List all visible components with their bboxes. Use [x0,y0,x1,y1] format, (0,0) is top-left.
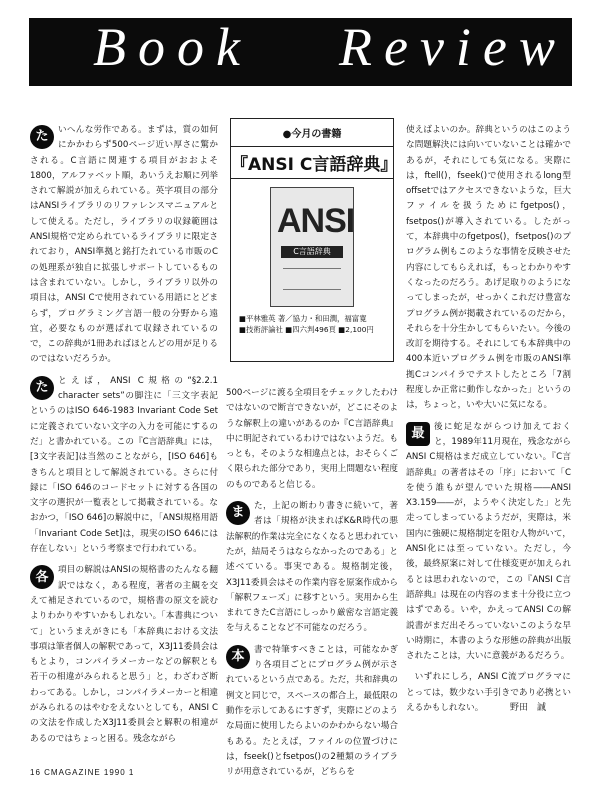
book-info-box [230,118,398,362]
column-2 [226,386,398,780]
paragraph: た いへんな労作である。まずは，質の如何にかかわらず500ページ近い厚さに驚かされる。C言語に関連する項目がおおよそ1800，アルファベット順，あいうえお順に列挙されて解説が加えられている。英字項目の部分はANSIライブラリのリファレンスマニュアルとして使える。ただし，ライブラリの収録範囲はANSI規格で定められているライブラリに限定されており，ANSI準拠と銘打たれている市販のCの処理系が独自に拡張しサポートしているものは含まれていない。しかし，ライブラリ以外の項目は，ANSI Cで使用されている用語にとどまらず，プログラミング言語一般の分野から遠宜，必要なものが選ばれて収録されているので，この辞典が1冊あればほとんどの用が足りるのではないだろうか。 [30,125,218,365]
column-3 [406,123,571,716]
column-1 [30,123,218,747]
paragraph: 使えばよいのか。辞典というのはこのような問題解決には向いていないことは確かであるが，それにしても気になる。実際には，ftell()，fseek()で使用されるlong型offsetではアクセスできないような，巨大ファイルを扱うためにfgetpos()，fsetpos()が導入されている。したがって，本辞典中のfgetpos()，fsetpos()のプログラム例もこのような事情を反映させた内容にしてもらえれば，もっとわかりやすくなったのだろう。あげ足取りのようになってしまったが，せっかくこれだけ豊富なプログラム例が掲載されているのだから，それらを十分生かしてもらいたい。今後の改訂を期待する。それにしても本辞典中の400本近いプログラム例を市販のANSI準拠Cコンパイラでテストしたところ「7割程度しか正常に動作しなかった」というのは，ちょっと，いや大いに気になる。 [406,125,571,411]
cover-ansi-text: ANSI [277,202,355,240]
book-cover-image [270,187,354,307]
drop-cap: 本 [226,645,250,669]
page-footer: 16 CMAGAZINE 1990 1 [30,768,135,777]
book-title: 『ANSI C言語辞典』 [231,146,393,179]
paragraph: 500ページに渡る全項目をチェックしたわけではないので断言できないが，どこにそのような解釈上の違いがあるのか『C言語辞典』中に明記されているわけではないようだ。もっとも，そのような相違点とは，おそらくごく限られた部分であり，実用上問題ない程度のものであると信じる。 [226,388,398,490]
cover-subtitle: C言語辞典 [281,246,343,258]
paragraph: 本 書で特筆すべきことは，可能なかぎり各項目ごとにプログラム例が示されているという点である。ただ，共和辞典の例文と同じで，スペースの都合上，最低限の動作を示してあるにすぎず，実際にどのような局面に使用したらよいのかわからない場合もある。たとえば，ファイルの位置づけには，fseek()とfsetpos()の2種類のライブラリが用意されているが，どちらを [226,644,398,778]
drop-cap: 最 [406,422,430,446]
paragraph: ま た，上記の断わり書きに続いて，著者は「規格が決まればK&R時代の悪法解釈的作業は完全になくなると思われていたが，結局そうはならなかったのである」と述べている。事実である。規格制定後，X3J11委員会はその作業内容を原案作成から「解釈フェーズ」に移すという。実用から生まれてきたC言語にしっかり厳密な言語定義を与えることなど不可能なのだろう。 [226,501,398,634]
review-banner [29,18,572,86]
book-box-header: ●今月の書籍 [282,129,342,140]
paragraph: た とえば，ANSI C規格の“§2.2.1 character sets”の脚注に「三文字表記というのはISO 646-1983 Invariant Code Setに定義されていない文字の入力を可能にするのだ」と書かれている。この『C言語辞典』には，[3文字表記]は当然のことながら，[ISO 646]もきちんと項目として解説されている。さらに付録に「ISO 646のコードセットに対する各国の文字の選択が一覧表として掲載されている。なおかつ，「ISO 646]の解説中に，「ANSI規格用語「Invariant Code Set]は，現実のISO 646には存在しない」という考察まで行われている。 [30,375,218,555]
drop-cap: た [30,125,54,149]
banner-word-review: Review [339,17,567,77]
cover-decor [283,268,341,290]
book-meta: ■平林雅英 著／協力・和田潤，福富寛 ■技術評論社 ■四六判496頁 ■2,100円 [239,314,374,334]
drop-cap: 各 [30,565,54,589]
banner-word-book: Book [93,17,252,77]
drop-cap: ま [226,501,250,525]
paragraph: 最 後に蛇足ながらつけ加えておくと，1989年11月現在，残念ながらANSI C規格はまだ成立していない。『C言語辞典』の著者はその「序」において「Cを使う誰もが望んでいた規格――ANSI X3.159――が，ようやく決定した」と先走ってしまっているようだが，実際は，米国内に強硬に規格制定を阻む人物がいて，ANSI化には至っていない。ただし，今後，最終原案に対して仕様変更が加えられるとは思われないので，この『ANSI C言語辞典』は現在の内容のまま十分役に立つはずである。いや，かえってANSI Cの解説書がまだ出そろっていないこのような早い時期に，本書のような形態の辞典が出版されたことは，大いに意義があるだろう。 [406,421,571,662]
paragraph: いずれにしろ，ANSI C流プログラマにとっては，数少ない手引きであり必携といえるかもしれない。 [406,672,571,713]
drop-cap: た [30,376,54,400]
author-signature: 野田 誠 [510,703,547,713]
paragraph: 各 項目の解説はANSIの規格書のたんなる翻訳ではなく，ある程度，著者の主観を交えて補足されているので，規格書の原文を読むよりわかりやすいかもしれない。「本書典について」というまえがきにも「本辞典における文法事項は筆者個人の解釈であって，X3J11委員会はもとより，コンパイラメーカーなどの解釈とも若干の相違がみられると思う」と，わざわざ断わってある。しかし，コンパイラメーカーと相違がみられるのはやむをえないとしても，ANSI Cの文法を作成したX3J11委員会と解釈の相違があるのではちょっと困る。残念ながら [30,565,218,744]
